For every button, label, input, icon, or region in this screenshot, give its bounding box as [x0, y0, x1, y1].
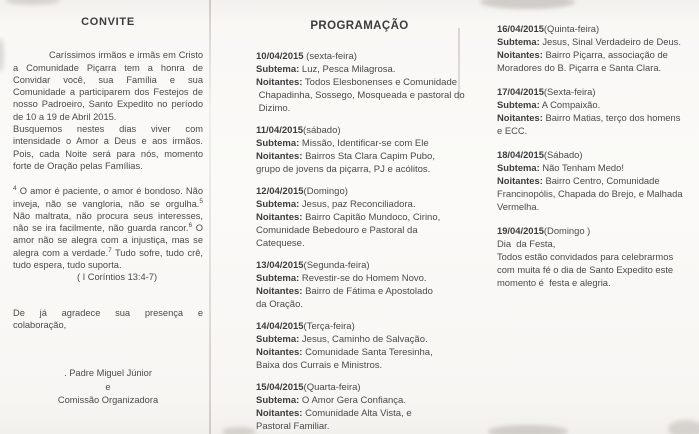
subtema-text: Não Tenham Medo!: [539, 162, 624, 173]
festa-text-line: momento é festa e alegria.: [497, 277, 611, 288]
entry-weekday: (Segunda-feira): [303, 260, 370, 271]
signature-block: [13, 367, 203, 408]
subtema-label: Subtema:: [497, 99, 540, 110]
entry-noitantes: [256, 150, 463, 163]
entry-date-line: [497, 148, 694, 161]
convite-title: CONVITE: [81, 16, 135, 28]
subtema-text: O Amor Gera Confiança.: [299, 395, 406, 406]
noitantes-text-line: Francinopólis, Chapada do Brejo, e Malhada: [497, 188, 683, 199]
signature-line: Comissão Organizadora: [57, 395, 159, 406]
noitantes-label: Noitantes:: [256, 151, 303, 162]
noitantes-text-line: Catequese.: [256, 238, 305, 249]
verse-number: 6: [188, 222, 193, 230]
entry-noitantes: [497, 48, 694, 61]
verse-number: 5: [199, 197, 203, 205]
subtema-label: Subtema:: [256, 273, 300, 284]
entry-subtema: [256, 272, 463, 285]
entry-date-line: [256, 185, 463, 198]
fold-crease-left: [209, 0, 211, 434]
scan-smudge: [222, 427, 256, 434]
entry-subtema: [256, 137, 463, 150]
signature-line: e: [105, 381, 111, 392]
subtema-text: Jesus, Sinal Verdadeiro de Deus.: [539, 36, 681, 47]
entry-noitantes: [256, 76, 463, 89]
entry-noitantes: [497, 111, 694, 124]
subtema-text: Jesus, Caminho de Salvação.: [299, 334, 428, 345]
festa-text-line: com muita fé o dia de Santo Expedito este: [497, 264, 674, 275]
program-entry-18-04: [497, 148, 694, 213]
entry-subtema: [256, 394, 463, 407]
entry-noitantes: [256, 346, 463, 359]
entry-weekday: (Domingo): [303, 186, 348, 197]
noitantes-text-line: Pastoral Familiar.: [256, 421, 330, 432]
convite-panel: [13, 0, 203, 408]
entry-date-line: [497, 85, 694, 98]
noitantes-text: Bairro Matias, terço dos homens: [542, 112, 681, 123]
subtema-text: Missão, Identificar-se com Ele: [299, 138, 429, 149]
bible-quote: [13, 185, 203, 271]
entry-weekday: (sábado): [303, 125, 341, 136]
program-entry-16-04: [497, 22, 694, 74]
subtema-label: Subtema:: [497, 162, 540, 173]
entry-weekday: (Quarta-feira): [303, 382, 361, 393]
noitantes-text-line: Vermelha.: [497, 201, 540, 212]
entry-subtema: [256, 198, 463, 211]
entry-weekday: (Sexta-feira): [543, 86, 596, 97]
subtema-label: Subtema:: [256, 64, 300, 75]
programacao-panel: [256, 0, 463, 433]
entry-date: 10/04/2015: [256, 51, 304, 62]
entry-weekday: (Quinta-feira): [543, 23, 600, 34]
noitantes-text-line: grupo de jovens da piçarra, PJ e acólitos.: [256, 164, 431, 175]
subtema-text: Jesus, paz Reconciliadora.: [299, 199, 416, 210]
noitantes-label: Noitantes:: [256, 286, 303, 297]
noitantes-label: Noitantes:: [256, 212, 303, 223]
subtema-text: A Compaixão.: [539, 99, 601, 110]
programacao-panel-2: [497, 0, 694, 289]
entry-date-line: [497, 224, 694, 237]
entry-date-line: [497, 22, 694, 35]
closing-line: colaboração,: [13, 319, 67, 330]
entry-noitantes: [256, 211, 463, 224]
entry-date-line: [256, 50, 463, 63]
entry-date: 11/04/2015: [256, 125, 304, 136]
entry-date-line: [256, 320, 463, 333]
noitantes-label: Noitantes:: [497, 49, 543, 60]
entry-subtema: [497, 98, 694, 111]
noitantes-label: Noitantes:: [256, 408, 303, 419]
noitantes-text-line: Baixa dos Currais e Ministros.: [256, 360, 383, 371]
verse-number: 4: [13, 185, 17, 193]
entry-subtema: [256, 333, 463, 346]
program-entry-19-04-festa: [497, 224, 694, 289]
noitantes-label: Noitantes:: [256, 77, 303, 88]
verse-text: Não maltrata, não procura seus interesses, não se ira facilmente, não guarda rancor.: [13, 210, 203, 234]
noitantes-text: Comunidade Alta Vista, e: [302, 408, 412, 419]
noitantes-text: Todos Elesbonenses e Comunidade: [302, 77, 458, 88]
entry-noitantes: [497, 174, 694, 187]
convite-paragraph-2: Busquemos nestes dias viver com intensidade o Amor a Deus e aos irmãos. Pois, cada Noite será para nós, momento forte de Oração pelas Famílias.: [13, 124, 203, 171]
signature-line: . Padre Miguel Júnior: [64, 368, 152, 379]
entry-subtema: [497, 35, 694, 48]
programacao-title: PROGRAMAÇÃO: [310, 20, 409, 32]
noitantes-label: Noitantes:: [256, 347, 303, 358]
noitantes-text-line: Moradores do B. Piçarra e Santa Clara.: [497, 62, 662, 73]
program-entry-17-04: [497, 85, 694, 137]
entry-date: 19/04/2015: [497, 225, 544, 236]
scan-smudge: [668, 420, 699, 434]
entry-date: 14/04/2015: [256, 321, 304, 332]
noitantes-text: Bairro Capitão Mundoco, Cirino,: [302, 212, 441, 223]
entry-date: 13/04/2015: [256, 260, 304, 271]
noitantes-label: Noitantes:: [497, 112, 543, 123]
noitantes-text-line: Chapadinha, Sossego, Mosqueada e pastoral do: [256, 90, 465, 101]
entry-date-line: [256, 124, 463, 137]
program-entry-14-04: [256, 320, 463, 372]
noitantes-text: Bairro Piçarra, associação de: [542, 49, 668, 60]
subtema-text: Luz, Pesca Milagrosa.: [299, 64, 396, 75]
program-entry-12-04: [256, 185, 463, 250]
entry-noitantes: [256, 407, 463, 420]
entry-date: 12/04/2015: [256, 186, 304, 197]
entry-date-line: [256, 381, 463, 394]
convite-paragraph-1: Caríssimos irmãos e irmãs em Cristo a Comunidade Piçarra tem a honra de Convidar você, sua Família e sua Comunidade a participarem dos Festejos de nosso Padroeiro, Santo Expedito no período de 10 a 19 de Abril 2015.: [13, 50, 203, 122]
scan-smudge: [0, 38, 4, 72]
subtema-label: Subtema:: [256, 199, 300, 210]
noitantes-text-line: Dizimo.: [256, 103, 291, 114]
entry-subtema: [497, 161, 694, 174]
subtema-label: Subtema:: [497, 36, 540, 47]
program-entry-13-04: [256, 259, 463, 311]
noitantes-text-line: e ECC.: [497, 125, 528, 136]
entry-subtema: [256, 63, 463, 76]
subtema-label: Subtema:: [256, 138, 300, 149]
program-entry-15-04: [256, 381, 463, 433]
bible-reference: ( I Coríntios 13:4-7): [76, 272, 158, 283]
entry-date-line: [256, 259, 463, 272]
verse-text: Tudo sofre, tudo crê, tudo espera, tudo suporta.: [13, 247, 203, 271]
entry-weekday: (Domingo ): [543, 225, 591, 236]
subtema-label: Subtema:: [256, 334, 300, 345]
subtema-text: Revestir-se do Homem Novo.: [299, 273, 427, 284]
entry-date: 18/04/2015: [497, 149, 544, 160]
program-entry-10-04: [256, 50, 463, 115]
verse-number: 7: [108, 246, 112, 254]
noitantes-text: Bairros Sta Clara Capim Pubo,: [302, 151, 435, 162]
closing-line: De já agradece sua presença e: [13, 307, 203, 318]
scan-smudge: [488, 425, 568, 434]
program-entry-11-04: [256, 124, 463, 176]
verse-text: O amor é paciente, o amor é bondoso. Não inveja, não se vangloria, não se orgulha.: [13, 186, 203, 209]
entry-date: 17/04/2015: [497, 86, 544, 97]
subtema-label: Subtema:: [256, 395, 300, 406]
noitantes-text-line: Comunidade Bebedouro e Pastoral da: [256, 225, 418, 236]
noitantes-text: Bairro de Fátima e Apostolado: [302, 286, 433, 297]
entry-weekday: (Sábado): [543, 149, 583, 160]
festa-text-line: Todos estão convidados para celebrarmos: [497, 251, 674, 262]
festa-text-line: Dia da Festa,: [497, 238, 556, 249]
verse-text: O amor não se alegra com a injustiça, mas se alegra com a verdade.: [13, 223, 203, 258]
entry-date: 16/04/2015: [497, 23, 544, 34]
noitantes-text-line: da Oração.: [256, 299, 303, 310]
entry-date: 15/04/2015: [256, 382, 304, 393]
closing-note: [13, 307, 203, 332]
noitantes-text: Bairro Centro, Comunidade: [542, 175, 660, 186]
entry-weekday: (Terça-feira): [303, 321, 355, 332]
entry-weekday: (sexta-feira): [303, 51, 357, 62]
entry-noitantes: [256, 285, 463, 298]
noitantes-text: Comunidade Santa Teresinha,: [302, 347, 433, 358]
noitantes-label: Noitantes:: [497, 175, 543, 186]
